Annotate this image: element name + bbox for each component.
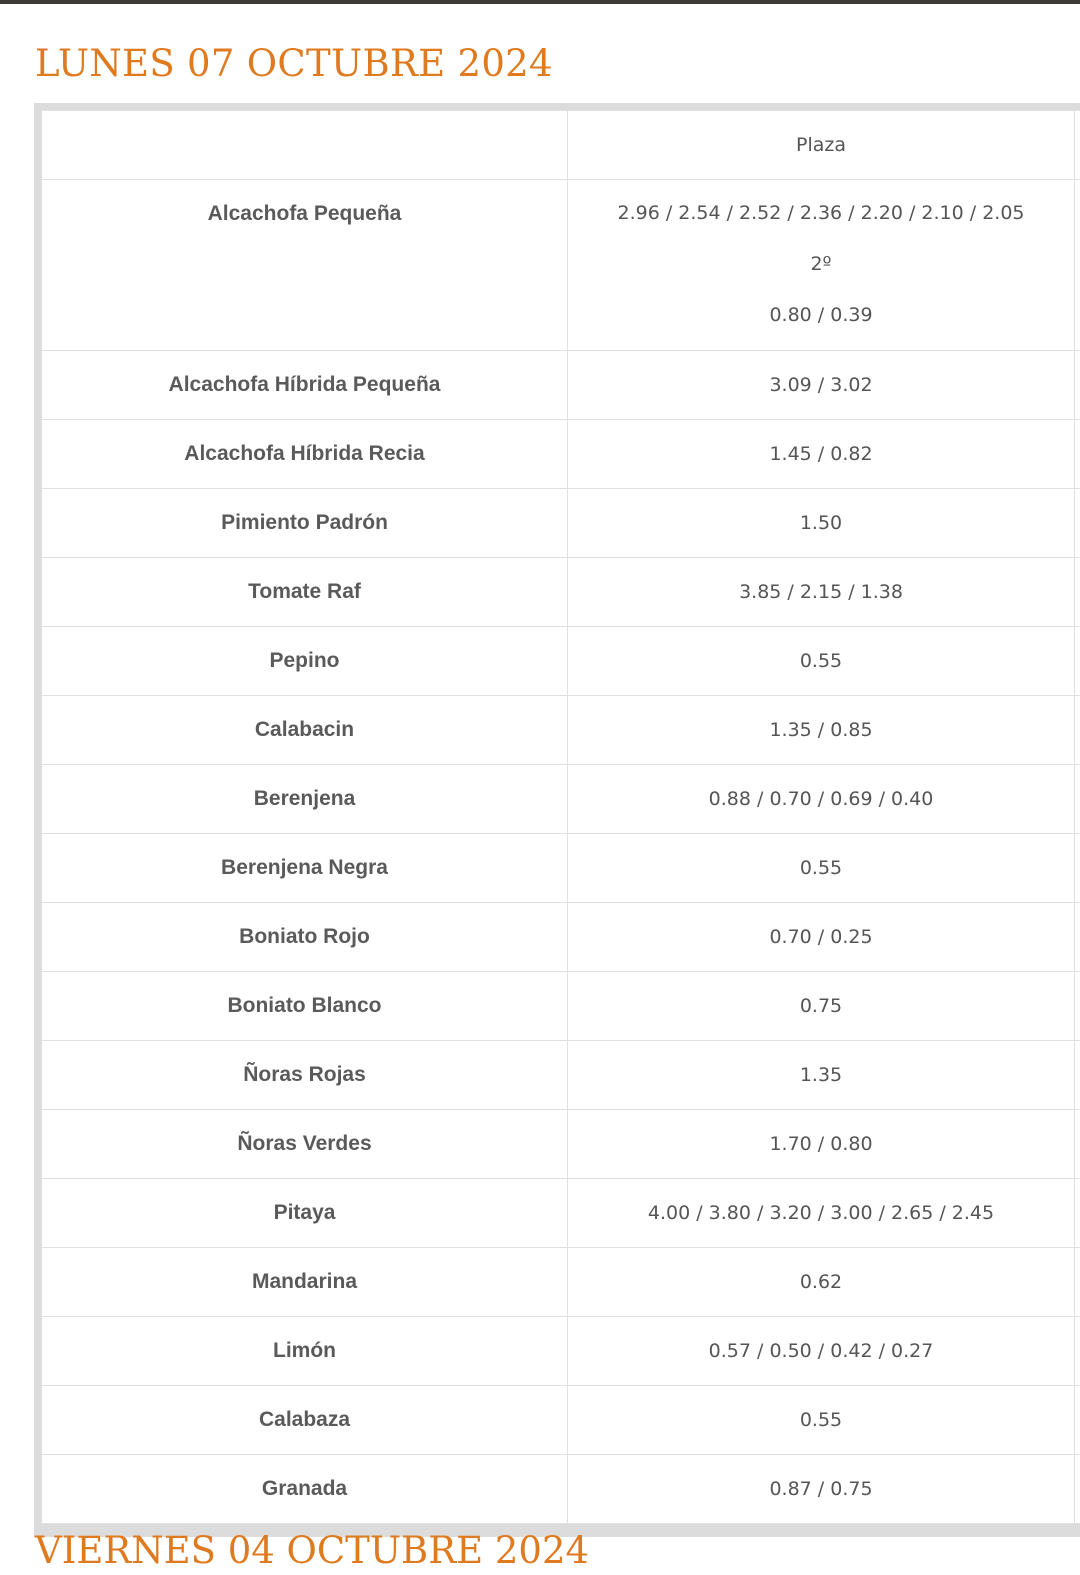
table-row: [42, 1455, 1080, 1524]
extra-cell: [1075, 1386, 1080, 1455]
table-row: [42, 420, 1080, 489]
price-cell: 0.87 / 0.75: [568, 1455, 1075, 1524]
table-row: [42, 351, 1080, 420]
product-name: Ñoras Rojas: [42, 1041, 568, 1110]
extra-cell: [1075, 834, 1080, 903]
header-price-cell: Plaza: [568, 111, 1075, 180]
product-name: Boniato Rojo: [42, 903, 568, 972]
extra-cell: [1075, 1041, 1080, 1110]
extra-cell: [1075, 180, 1080, 351]
extra-cell: [1075, 1179, 1080, 1248]
table-row: [42, 489, 1080, 558]
extra-cell: [1075, 558, 1080, 627]
price-cell: [568, 180, 1075, 351]
table-row: [42, 558, 1080, 627]
price-cell: 4.00 / 3.80 / 3.20 / 3.00 / 2.65 / 2.45: [568, 1179, 1075, 1248]
price-table: [41, 110, 1080, 1524]
price-cell: 0.62: [568, 1248, 1075, 1317]
product-name: Alcachofa Híbrida Pequeña: [42, 351, 568, 420]
price-cell: 1.35: [568, 1041, 1075, 1110]
table-header-row: [42, 111, 1080, 180]
top-divider: [0, 0, 1080, 4]
extra-cell: [1075, 420, 1080, 489]
header-extra-cell: [1075, 111, 1080, 180]
product-name: Ñoras Verdes: [42, 1110, 568, 1179]
price-table-frame: [34, 103, 1080, 1537]
table-row: [42, 1386, 1080, 1455]
price-line: 0.80 / 0.39: [568, 290, 1074, 341]
table-row: [42, 1110, 1080, 1179]
price-cell: 0.75: [568, 972, 1075, 1041]
extra-cell: [1075, 972, 1080, 1041]
table-row: [42, 1179, 1080, 1248]
extra-cell: [1075, 696, 1080, 765]
price-cell: 3.85 / 2.15 / 1.38: [568, 558, 1075, 627]
price-cell: 1.45 / 0.82: [568, 420, 1075, 489]
extra-cell: [1075, 765, 1080, 834]
price-cell: 1.50: [568, 489, 1075, 558]
product-name: Tomate Raf: [42, 558, 568, 627]
price-cell: 1.35 / 0.85: [568, 696, 1075, 765]
table-row: [42, 696, 1080, 765]
price-cell: 0.57 / 0.50 / 0.42 / 0.27: [568, 1317, 1075, 1386]
product-name: Mandarina: [42, 1248, 568, 1317]
product-name: Pepino: [42, 627, 568, 696]
price-line: 2.96 / 2.54 / 2.52 / 2.36 / 2.20 / 2.10 / 2.05: [568, 188, 1074, 239]
price-cell: 0.55: [568, 1386, 1075, 1455]
price-cell: 1.70 / 0.80: [568, 1110, 1075, 1179]
extra-cell: [1075, 1317, 1080, 1386]
table-row: [42, 834, 1080, 903]
table-row: [42, 1317, 1080, 1386]
table-row: [42, 1041, 1080, 1110]
product-name: Alcachofa Híbrida Recia: [42, 420, 568, 489]
price-cell: 0.88 / 0.70 / 0.69 / 0.40: [568, 765, 1075, 834]
product-name: Alcachofa Pequeña: [42, 180, 568, 351]
extra-cell: [1075, 1110, 1080, 1179]
price-cell: 0.55: [568, 834, 1075, 903]
page-title: LUNES 07 OCTUBRE 2024: [35, 40, 553, 88]
price-cell: 3.09 / 3.02: [568, 351, 1075, 420]
product-name: Limón: [42, 1317, 568, 1386]
product-name: Boniato Blanco: [42, 972, 568, 1041]
table-row: [42, 765, 1080, 834]
extra-cell: [1075, 1248, 1080, 1317]
table-row: [42, 627, 1080, 696]
product-name: Calabacin: [42, 696, 568, 765]
extra-cell: [1075, 903, 1080, 972]
extra-cell: [1075, 1455, 1080, 1524]
table-row: [42, 972, 1080, 1041]
extra-cell: [1075, 351, 1080, 420]
price-cell: 0.55: [568, 627, 1075, 696]
next-section-title: VIERNES 04 OCTUBRE 2024: [35, 1527, 589, 1575]
extra-cell: [1075, 627, 1080, 696]
product-name: Berenjena: [42, 765, 568, 834]
table-row: [42, 180, 1080, 351]
product-name: Calabaza: [42, 1386, 568, 1455]
table-row: [42, 1248, 1080, 1317]
price-line: 2º: [568, 239, 1074, 290]
price-cell: 0.70 / 0.25: [568, 903, 1075, 972]
product-name: Pitaya: [42, 1179, 568, 1248]
product-name: Berenjena Negra: [42, 834, 568, 903]
header-product-cell: [42, 111, 568, 180]
product-name: Pimiento Padrón: [42, 489, 568, 558]
extra-cell: [1075, 489, 1080, 558]
table-row: [42, 903, 1080, 972]
product-name: Granada: [42, 1455, 568, 1524]
